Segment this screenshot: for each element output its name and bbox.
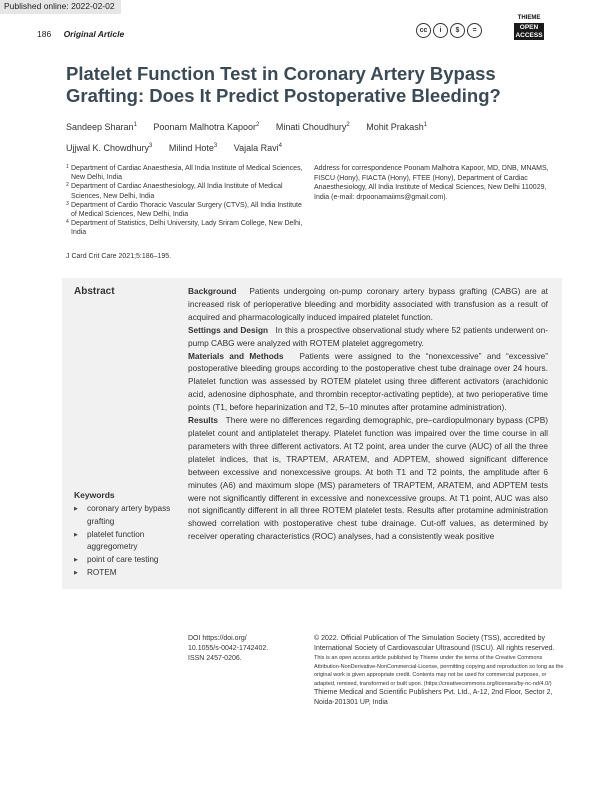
thieme-open-access-logo bbox=[514, 15, 544, 40]
doi-link[interactable]: DOI https://doi.org/ bbox=[188, 635, 247, 642]
logo-line-open: OPEN bbox=[519, 24, 539, 31]
author: Ujjwal K. Chowdhury$^3$ bbox=[66, 143, 153, 153]
keywords-list bbox=[74, 503, 184, 580]
keyword-item: ▶ point of care testing bbox=[74, 554, 184, 567]
abstract-body bbox=[188, 285, 548, 543]
author: Sandeep Sharan$^1$ bbox=[66, 122, 137, 132]
by-icon: i bbox=[433, 23, 448, 38]
license-icons bbox=[416, 23, 482, 38]
author: Minati Choudhury$^2$ bbox=[275, 122, 350, 132]
license-statement: This is an open access article published by Thieme under the terms of the Creative Commons Attribution-NonDerivative-NonCommercial-License, permitting copying and reproduction so long as the original work is given appropriate credit. Contents may not be used for commercial purposes, or adapted, remixed, transformed or built upon. (https://creativecommons.org/licenses/by-nc-nd/4.0/) bbox=[314, 655, 564, 687]
doi-suffix: 10.1055/s-0042-1742402. bbox=[188, 645, 269, 652]
author: Mohit Prakash$^1$ bbox=[366, 122, 428, 132]
abstract-heading: Abstract bbox=[74, 286, 115, 297]
affiliation: 1 Department of Cardiac Anaesthesia, All India Institute of Medical Sciences, New Delhi, India bbox=[66, 164, 303, 182]
author: Milind Hote$^3$ bbox=[168, 143, 218, 153]
nd-icon: = bbox=[467, 23, 482, 38]
article-title: Platelet Function Test in Coronary Artery Bypass Grafting: Does It Predict Postoperative Bleeding? bbox=[66, 63, 501, 106]
keyword-item: ▶ coronary artery bypass grafting bbox=[74, 503, 184, 529]
abstract-section: Settings and Design In this a prospective observational study where 52 patients underwent on-pump CABG were analyzed with ROTEM platelet aggregometry. bbox=[188, 324, 548, 348]
running-header bbox=[37, 29, 124, 39]
abstract-section: Materials and Methods Patients were assigned to the “nonexcessive” and “excessive” postoperative bleeding groups according to the postoperative chest tube drainage over 24 hours. Platelet function was assessed by ROTEM platelet using three different activators (arachidonic acid, adenosine diphosphate, and thrombin receptor-activating peptide), at two perioperative time points (T1, before heparinization and T2, 5–10 minutes after protamine administration). bbox=[188, 350, 548, 413]
cc-icon: cc bbox=[416, 23, 431, 38]
author-list bbox=[66, 116, 546, 158]
affiliation: 2 Department of Cardiac Anaesthesiology, All India Institute of Medical Sciences, New Delhi, India bbox=[66, 182, 283, 200]
section-label: Original Article bbox=[63, 29, 125, 39]
keyword-item: ▶ ROTEM bbox=[74, 567, 184, 580]
copyright-block bbox=[314, 634, 564, 708]
copyright-statement: © 2022. Official Publication of The Simulation Society (TSS), accredited by International Society of Cardiovascular Ultrasound (ISCU). All rights reserved. bbox=[314, 635, 555, 652]
keyword-item: ▶ platelet function aggregometry bbox=[74, 529, 184, 555]
affiliation: 3 Department of Cardio Thoracic Vascular Surgery (CTVS), All India Institute of Medical Sciences, New Delhi, India bbox=[66, 200, 302, 219]
nc-icon: $ bbox=[450, 23, 465, 38]
author: Poonam Malhotra Kapoor$^2$ bbox=[153, 122, 260, 132]
publisher-address: Thieme Medical and Scientific Publishers Pvt. Ltd., A-12, 2nd Floor, Sector 2, Noida-201301 UP, India bbox=[314, 689, 553, 707]
logo-line-access: ACCESS bbox=[515, 31, 543, 39]
keywords-heading: Keywords bbox=[74, 490, 115, 500]
abstract-section: Results There were no differences regarding demographic, pre–cardiopulmonary bypass (CPB) platelet count and antiplatelet therapy. Platelet function was impaired over the time course in all parameters with three different activators. At T2 point, area under the curve (AUC) of all the three platelet indices, that is, TRAPTEM, ARATEM, and ADPTEM, showed significant difference between excessive and nonexcessive groups. At both T1 and T2 points, the amplitude after 6 minutes (A6) and maximum slope (MS) parameters of TRAPTEM, ARATEM, and ADPTEM tests were not significantly different in excessive and nonexcessive groups. At T1 point, AUC was also not significantly different in all three ROTEM platelet tests. Results after protamine administration showed correlation with postoperative chest tube drainage. Cut-off values, as determined by receiver operating characteristics (ROC) analyses, had a consistently weak positive bbox=[188, 415, 549, 542]
author: Vajala Ravi$^4$ bbox=[233, 143, 282, 153]
correspondence-address: Address for correspondence Poonam Malhotra Kapoor, MD, DNB, MNAMS, FISCU (Hony), FIACTA (Hony), FTEE (Hony), Department of Cardiac Anaesthesiology, All India Institute of Medical Sciences, New Delhi 110029, India (e-mail: drpoonamaiims@gmail.com). bbox=[314, 165, 549, 201]
page-number: 186 bbox=[37, 29, 52, 39]
logo-line-thieme: THIEME bbox=[517, 15, 541, 21]
logo-open-access-box bbox=[514, 23, 544, 40]
affiliation: 4 Department of Statistics, Delhi University, Lady Sriram College, New Delhi, India bbox=[66, 219, 303, 237]
journal-citation: J Card Crit Care 2021;5:186–195. bbox=[66, 253, 172, 260]
affiliation-list bbox=[66, 164, 306, 238]
issn: ISSN 2457-0206. bbox=[188, 655, 242, 662]
doi-block bbox=[188, 634, 308, 664]
published-online-banner: Published online: 2022-02-02 bbox=[0, 0, 121, 14]
abstract-section: Background Patients undergoing on-pump coronary artery bypass grafting (CABG) are at increased risk of perioperative bleeding and morbidity associated with transfusion as a result of acquired and pharmacologically induced impaired platelet function. bbox=[188, 286, 548, 322]
